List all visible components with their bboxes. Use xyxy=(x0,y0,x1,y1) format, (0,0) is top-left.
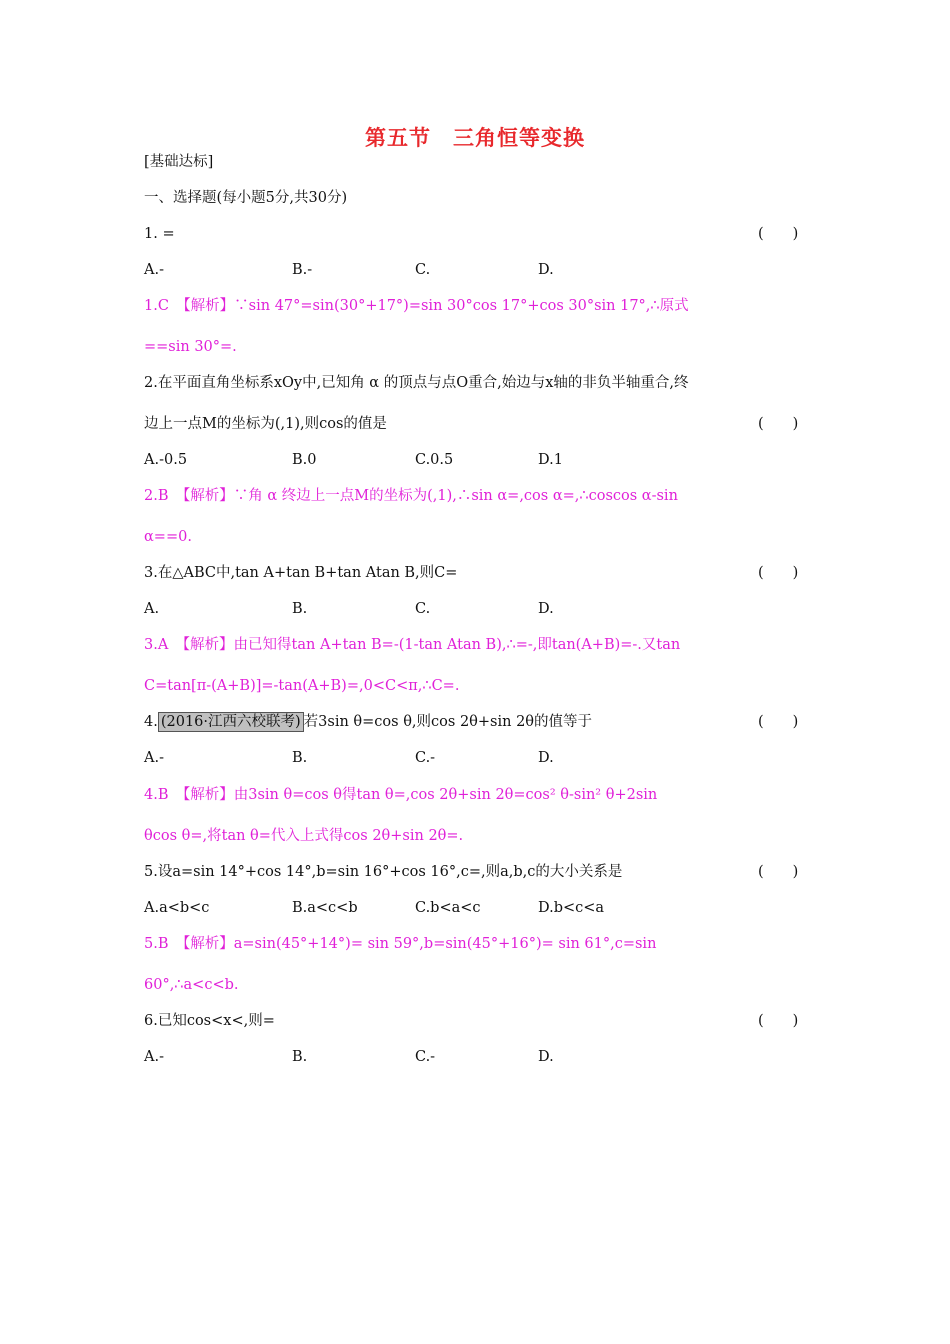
q2-solution-line1: 2.B 【解析】∵角 α 终边上一点M的坐标为(,1),∴sin α=,cos α=,∴coscos α-sin xyxy=(144,488,678,504)
q3-solution-line2: C=tan[π-(A+B)]=-tan(A+B)=,0<C<π,∴C=. xyxy=(144,678,460,694)
part-heading: 一、选择题(每小题5分,共30分) xyxy=(144,190,348,206)
q4-option-b: B. xyxy=(292,750,308,766)
q1-option-b: B.- xyxy=(292,262,313,278)
q2-stem-line1: 2.在平面直角坐标系xOy中,已知角 α 的顶点与点O重合,始边与x轴的非负半轴重合,终 xyxy=(144,375,689,391)
q1-answer-paren: ( ) xyxy=(758,226,799,242)
q4-stem xyxy=(144,712,592,732)
q6-option-c: C.- xyxy=(415,1049,436,1065)
q5-option-d: D.b<c<a xyxy=(538,900,605,916)
q4-solution-line2: θcos θ=,将tan θ=代入上式得cos 2θ+sin 2θ=. xyxy=(144,828,464,844)
q6-stem: 6.已知cos<x<,则= xyxy=(144,1013,275,1029)
q4-solution-line1: 4.B 【解析】由3sin θ=cos θ得tan θ=,cos 2θ+sin 2θ=cos² θ-sin² θ+2sin xyxy=(144,787,658,803)
q2-option-b: B.0 xyxy=(292,452,317,468)
q5-solution-line1: 5.B 【解析】a=sin(45°+14°)= sin 59°,b=sin(45°+16°)= sin 61°,c=sin xyxy=(144,936,657,952)
q1-option-c: C. xyxy=(415,262,431,278)
q3-answer-paren: ( ) xyxy=(758,565,799,581)
q4-source-tag: (2016·江西六校联考) xyxy=(158,712,304,732)
q2-answer-paren: ( ) xyxy=(758,416,799,432)
q3-option-a: A. xyxy=(144,601,160,617)
q4-stem-text: 若3sin θ=cos θ,则cos 2θ+sin 2θ的值等于 xyxy=(303,714,593,730)
q1-stem: 1. = xyxy=(144,226,175,242)
q4-option-d: D. xyxy=(538,750,554,766)
q5-option-c: C.b<a<c xyxy=(415,900,481,916)
q3-option-b: B. xyxy=(292,601,308,617)
q6-option-b: B. xyxy=(292,1049,308,1065)
q3-stem: 3.在△ABC中,tan A+tan B+tan Atan B,则C= xyxy=(144,565,458,581)
q2-solution-line2: α==0. xyxy=(144,529,192,545)
q6-option-a: A.- xyxy=(144,1049,164,1065)
q4-answer-paren: ( ) xyxy=(758,714,799,730)
q1-solution-line2: ==sin 30°=. xyxy=(144,339,237,355)
q2-option-a: A.-0.5 xyxy=(144,452,188,468)
q5-stem: 5.设a=sin 14°+cos 14°,b=sin 16°+cos 16°,c=,则a,b,c的大小关系是 xyxy=(144,864,623,880)
q4-option-c: C.- xyxy=(415,750,436,766)
q4-number: 4. xyxy=(144,714,158,730)
q2-stem-line2: 边上一点M的坐标为(,1),则cos的值是 xyxy=(144,416,387,432)
q5-solution-line2: 60°,∴a<c<b. xyxy=(144,977,239,993)
q3-option-d: D. xyxy=(538,601,554,617)
q2-option-d: D.1 xyxy=(538,452,563,468)
q1-solution-line1: 1.C 【解析】∵sin 47°=sin(30°+17°)=sin 30°cos 17°+cos 30°sin 17°,∴原式 xyxy=(144,298,689,314)
q1-option-d: D. xyxy=(538,262,554,278)
q2-option-c: C.0.5 xyxy=(415,452,454,468)
q5-option-a: A.a<b<c xyxy=(144,900,210,916)
section-label: [基础达标] xyxy=(144,154,214,170)
q5-answer-paren: ( ) xyxy=(758,864,799,880)
q6-option-d: D. xyxy=(538,1049,554,1065)
q3-solution-line1: 3.A 【解析】由已知得tan A+tan B=-(1-tan Atan B),∴=-,即tan(A+B)=-.又tan xyxy=(144,637,681,653)
q6-answer-paren: ( ) xyxy=(758,1013,799,1029)
q3-option-c: C. xyxy=(415,601,431,617)
page-title: 第五节 三角恒等变换 xyxy=(365,126,585,150)
q4-option-a: A.- xyxy=(144,750,164,766)
q1-option-a: A.- xyxy=(144,262,164,278)
q5-option-b: B.a<c<b xyxy=(292,900,358,916)
